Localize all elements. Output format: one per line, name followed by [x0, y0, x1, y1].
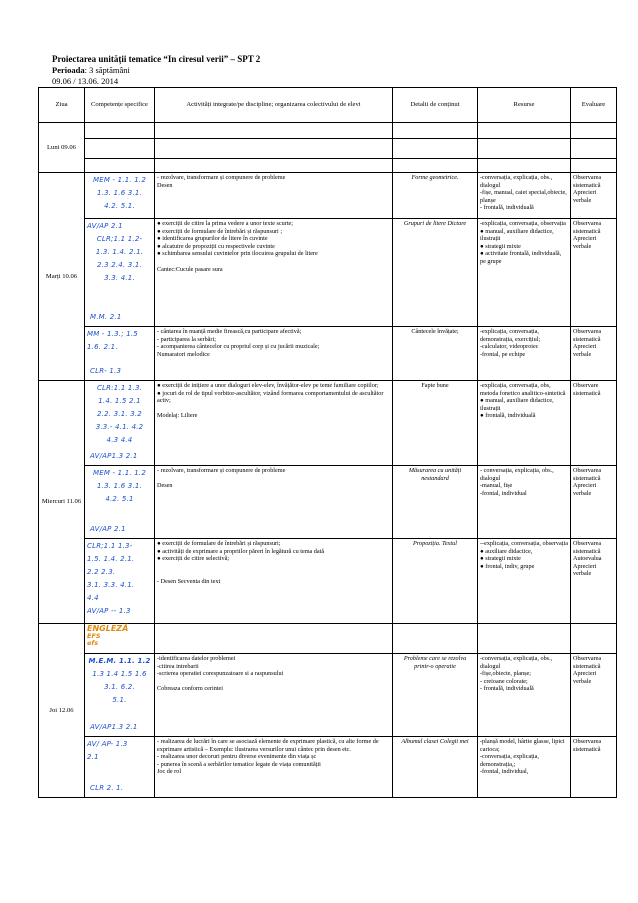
col-header-competences: Competențe specifice: [85, 88, 155, 123]
table-row: [39, 173, 617, 219]
col-header-content: Detalii de conținut: [393, 88, 478, 123]
competences-cell: CLR:1.1 1.3. 1.4. 1.5 2.1 2.2. 3.1. 3.2 3.3.- 4.1. 4.2 4.3 4.4 AV/AP1.3 2.1: [85, 381, 155, 466]
evaluation-cell: Observarea sistematică Aprecieri verbale: [571, 327, 617, 381]
competences-bottom-prev: AV/AP 2.1: [87, 222, 123, 230]
evaluation-cell: Observarea sistematică: [571, 737, 617, 798]
resources-cell: - conversația, explicația, obs., dialogul -manual, fișe -frontal, individual: [478, 466, 571, 539]
resources-cell: -explicația, conversația, observația ● manual, auxiliare didactice, ilustrații ● strategii mixte ● activitate frontală, individuală, pe grupe: [478, 219, 571, 327]
table-header-row: [39, 88, 617, 123]
content-cell: Cântecele învățate;: [393, 327, 478, 381]
competences-cell: AV/ AP- 1.3 2.1 CLR 2. 1.: [85, 737, 155, 798]
table-row: [39, 159, 617, 173]
table-row: [39, 219, 617, 327]
content-cell: Albumul clasei Colegii mei: [393, 737, 478, 798]
evaluation-cell: Observarea sistematică Aprecieri verbale: [571, 219, 617, 327]
activities-cell: ● exerciții de inițiere a unor dialoguri elev-elev, învățător-elev pe teme familiare copiilor; ● jocuri de rol de tipul vorbitor-ascultător, vizând formarea comportamentului de ascultător activ; Modelaj: Liliere: [155, 381, 393, 466]
col-header-evaluation: Evaluare: [571, 88, 617, 123]
period-line: [52, 65, 260, 76]
table-row: [39, 381, 617, 466]
resources-cell: -explicația, conversația, demonstrația, exercițiul; -calculator, videoproiec -frontal, pe echipe: [478, 327, 571, 381]
table-row: [39, 327, 617, 381]
competences-cell: AV/AP 2.1 CLR;1.1 1.2- 1.3. 1.4. 2.1. 2.3 2.4. 3.1. 3.3. 4.1. M.M. 2.1: [85, 219, 155, 327]
content-cell: Probleme care se rezolva printr-o operatie: [393, 654, 478, 737]
efs-label-lower: efs: [87, 639, 99, 648]
day-cell-marti: Marți 10.06: [39, 173, 85, 381]
resources-cell: -planșă model, hârtie glasse, lipici carioca; -conversația, explicația, demonstrația,; -frontal, individual,: [478, 737, 571, 798]
competences-cell: CLR;1.1 1.3- 1.5. 1.4. 2.1. 2.2 2.3. 3.1. 3.3. 4.1. 4.4 AV/AP -- 1.3: [85, 539, 155, 624]
evaluation-cell: Observarea sistematică Aprecieri verbale: [571, 173, 617, 219]
table-row: [39, 624, 617, 654]
engleza-label: ENGLEZĂ: [87, 624, 129, 633]
resources-cell: -conversația, explicația, obs., dialogul -fișe,obiecte, planșe; - creioane colorate; - frontală, individuală: [478, 654, 571, 737]
activities-cell: - realizarea de lucrări în care se asociază elemente de exprimare plastică, cu alte forme de exprimare artistică – Exemplu: ilustrarea versurilor unui cântec prin desen etc. - realizarea unor decoruri pentru diverse evenimente din viața șc - punerea în scenă a serbărilor tematice legate de viața comunității Joc de rol: [155, 737, 393, 798]
resources-cell: --explicația, conversația, observația ● auxiliare didactice, ● strategii mixte ● frontal, indiv, grupe: [478, 539, 571, 624]
table-row: [39, 139, 617, 159]
activities-cell: ● exerciții de formulare de întrebări și răspunsuri; ● activități de exprimare a propriilor păreri în legătură cu tema dată ● exerciții de citire selectivă; - Desen Secventa din text: [155, 539, 393, 624]
resources-cell: -conversația, explicația, obs., dialogul -fișe, manual, caiet special,obiecte, planșe - frontală, individuală: [478, 173, 571, 219]
competences-cell: MEM - 1.1. 1.2 1.3. 1.6 3.1. 4.2. 5.1 AV/AP 2.1: [85, 466, 155, 539]
day-cell-miercuri: Miercuri 11.06: [39, 381, 85, 624]
period-value: : 3 săptămâni: [84, 65, 130, 75]
resources-cell: -explicația, conversația, obs, metoda fonetico analitico-sintetică ● manual, auxiliare didactice, ilustrații ● frontală, individuală: [478, 381, 571, 466]
date-range: 09.06 / 13.06. 2014: [52, 76, 119, 86]
competences-cell: M.E.M. 1.1. 1.2 1.3 1.4 1.5 1.6 3.1. 6.2. 5.1. AV/AP1.3 2.1: [85, 654, 155, 737]
table-row: [39, 654, 617, 737]
activities-cell: - cântarea în nuanță medie firească,cu participare afectivă; - participarea la serbări; - acompanierea cântecelor cu propriul corp și cu jucării muzicale; Numaratori melodice: [155, 327, 393, 381]
evaluation-cell: Observarea sistematică Autoevalua Aprecieri verbale: [571, 539, 617, 624]
document-title: Proiectarea unității tematice “In ciresul verii” – SPT 2: [52, 54, 261, 64]
col-header-resources: Resurse: [478, 88, 571, 123]
evaluation-cell: Observarea sistematică Aprecieri verbale: [571, 654, 617, 737]
col-header-activities: Activități integrate/pe discipline; organizarea colectivului de elevi: [155, 88, 393, 123]
table-row: [39, 539, 617, 624]
content-cell: Forme geometrice.: [393, 173, 478, 219]
content-cell: Propoziția. Textul: [393, 539, 478, 624]
competences-cell: MM - 1.3.; 1.5 1.6. 2.1. CLR- 1.3: [85, 327, 155, 381]
competences-cell: [85, 624, 155, 654]
day-cell-joi: Joi 12.06: [39, 624, 85, 798]
activities-cell: ● exerciții de citire la prima vedere a unor texte scurte; ● exerciții de formulare de întrebări și răspunsuri ; ● identificarea grupurilor de litere în cuvinte ● alcatuire de propoziții cu respectivele cuvinte ● schimbarea sensului cuvintelor prin ilocuirea grupului de litere Cantec:Cucule pasare sura: [155, 219, 393, 327]
activities-cell: - rezolvare, transformare și compunere de probleme Desen: [155, 173, 393, 219]
competences-cell: MEM - 1.1. 1.2 1.3. 1.6 3.1. 4.2. 5.1.: [85, 173, 155, 219]
content-cell: Grupuri de litere Dictare: [393, 219, 478, 327]
efs-label: EFS: [87, 631, 101, 640]
evaluation-cell: Observarea sistematică Aprecieri verbale: [571, 466, 617, 539]
table-row: [39, 123, 617, 139]
planning-table: [38, 87, 617, 798]
evaluation-cell: Observare sistematică: [571, 381, 617, 466]
table-row: [39, 466, 617, 539]
activities-cell: -identificarea datelor problemei -citirea intrebarii -scrierea operatiei corespunzatoare si a raspunsului Cobreaza conform cerintei: [155, 654, 393, 737]
content-cell: Măsurarea cu unități nestandard: [393, 466, 478, 539]
activities-cell: - rezolvare, transformare și compunere de probleme Desen: [155, 466, 393, 539]
col-header-day: Ziua: [39, 88, 85, 123]
table-row: [39, 737, 617, 798]
period-label: Perioada: [52, 65, 85, 75]
content-cell: Fapte bune: [393, 381, 478, 466]
document-header: [52, 54, 260, 87]
day-cell-luni: Luni 09.06: [39, 123, 85, 173]
